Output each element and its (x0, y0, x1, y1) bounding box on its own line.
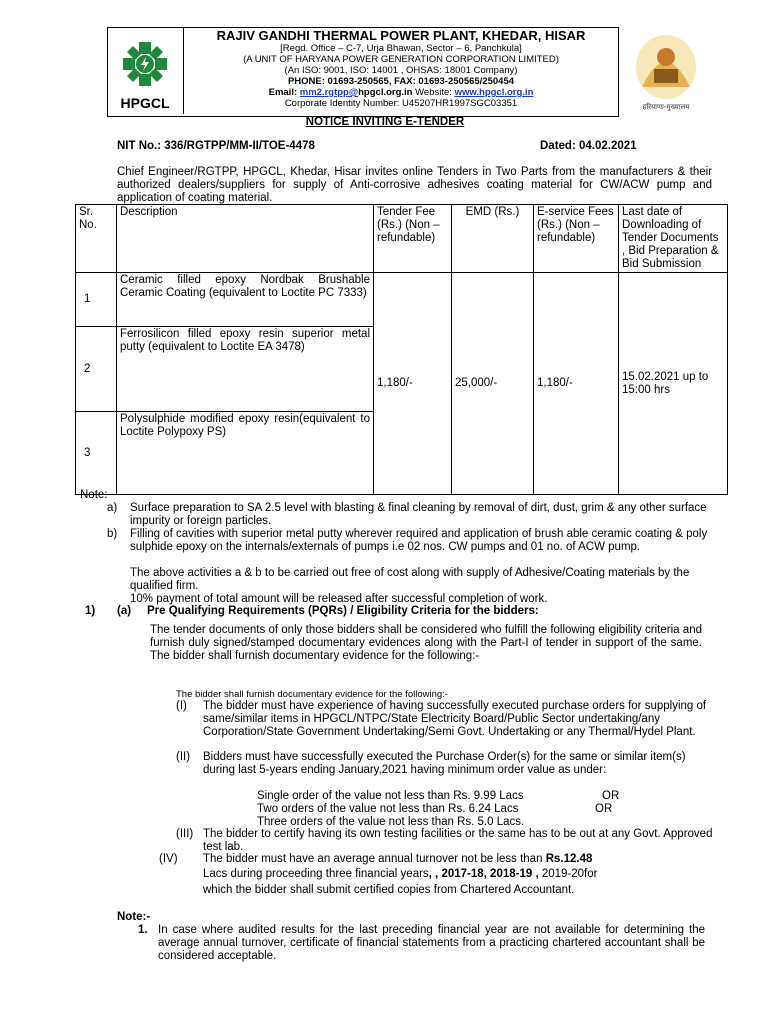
pqr-small-line: The bidder shall furnish documentary evidence for the following:- (176, 689, 448, 700)
pqr-ii-label: (II) (176, 751, 191, 763)
email-label: Email: (268, 87, 298, 98)
unit-of: (A UNIT OF HARYANA POWER GENERATION CORPORATION LIMITED) (243, 54, 559, 65)
email-line (185, 87, 617, 98)
pqr-ii-a-or: OR (602, 790, 620, 802)
row-sr: 1 (76, 273, 117, 327)
pqr-sub: (a) (117, 605, 132, 617)
email-link[interactable]: mm2.rgtpp@ (299, 87, 359, 98)
col-description: Description (117, 205, 374, 273)
phone-fax: PHONE: 01693-250565, FAX: 01693-250565/250454 (287, 76, 515, 87)
note-a-label: a) (107, 502, 118, 514)
pqr-i-label: (I) (176, 700, 187, 712)
note-a: Surface preparation to SA 2.5 level with blasting & final cleaning by removal of dirt, dust, grim & any other surface impurity or foreign particles. (130, 502, 707, 527)
haryana-emblem (620, 27, 712, 115)
header-text (185, 28, 617, 109)
col-tender-fee: Tender Fee (Rs.) (Non – refundable) (374, 205, 452, 273)
note2-label: Note:- (117, 911, 151, 923)
tender-table (75, 204, 728, 495)
row-description: Polysulphide modified epoxy resin(equivalent to Loctite Polypoxy PS) (117, 412, 374, 495)
hpgcl-logo (108, 28, 184, 114)
pqr-iv-amount: Rs.12.48 (545, 853, 593, 865)
col-eservice-fee: E-service Fees (Rs.) (Non – refundable) (534, 205, 619, 273)
pqr-i: The bidder must have experience of having successfully executed purchase orders for supplying of same/similar items in HPGCL/NTPC/State Electricity Board/Public Sector undertaking/any Corporation/State Government Undertaking/Semi Govt. Undertaking or any Thermal/Hydel Plant. (203, 700, 707, 738)
pqr-ii-b-or: OR (595, 803, 613, 815)
pqr-iv-line2: Lacs during proceeding three financial years, , 2017-18, 2018-19 , 2019-20for (203, 868, 598, 880)
note-c: The above activities a & b to be carried out free of cost along with supply of Adhesive/Coating materials by the qualified firm. (130, 567, 690, 592)
email-domain: hpgcl.org.in (358, 87, 413, 98)
note-b-label: b) (107, 528, 118, 540)
col-sr: Sr. No. (76, 205, 117, 273)
pqr-ii: Bidders must have successfully executed the Purchase Order(s) for the same or similar item(s) during last 5-years ending January,2021 having minimum order value as under: (203, 751, 686, 776)
row-description: Ceramic filled epoxy Nordbak Brushable Ceramic Coating (equivalent to Loctite PC 7333) (117, 273, 374, 327)
row-sr: 2 (76, 327, 117, 412)
cin-line: Corporate Identity Number: U45207HR1997SGC03351 (284, 98, 518, 109)
cell-tender-fee: 1,180/- (374, 273, 452, 495)
note-d: 10% payment of total amount will be released after successful completion of work. (130, 593, 548, 605)
emblem-caption: हरियाणा-मुख्यालय (642, 103, 690, 111)
cell-emd: 25,000/- (452, 273, 534, 495)
col-last-date: Last date of Downloading of Tender Documents , Bid Preparation & Bid Submission (619, 205, 728, 273)
note2-1: In case where audited results for the last preceding financial year are not available for determining the average annual turnover, certificate of financial statements from a practicing chartered accountant shall be considered acceptable. (158, 924, 705, 962)
notice-title: NOTICE INVITING E-TENDER (305, 116, 465, 128)
haryana-emblem-icon (620, 27, 712, 115)
note-b: Filling of cavities with superior metal putty wherever required and application of brush able ceramic coating & poly sulphide epoxy on the internals/externals of pumps i.e 02 nos. CW pumps and 01 no. of ACW pump. (130, 528, 708, 553)
col-emd: EMD (Rs.) (452, 205, 534, 273)
hpgcl-logo-icon (108, 28, 183, 114)
website-label: Website: (415, 87, 452, 98)
pqr-paragraph: The tender documents of only those bidders shall be considered who fulfill the following eligibility criteria and furnish duly signed/stamped documentary evidences along with the Part-I of tender in support of the same. The bidder shall furnish documentary evidence for the following:- (150, 624, 702, 662)
pqr-iii: The bidder to certify having its own testing facilities or the same has to be out at any Govt. Approved test lab. (203, 828, 713, 853)
table-row (76, 273, 728, 327)
cell-eservice-fee: 1,180/- (534, 273, 619, 495)
pqr-number: 1) (85, 605, 96, 617)
website-link[interactable]: www.hpgcl.org.in (454, 87, 534, 98)
table-header-row (76, 205, 728, 273)
org-name: RAJIV GANDHI THERMAL POWER PLANT, KHEDAR, HISAR (216, 28, 586, 43)
pqr-iv-label: (IV) (159, 853, 178, 865)
pqr-ii-b: Two orders of the value not less than Rs. 6.24 Lacs (257, 803, 519, 815)
iso-line: (An ISO: 9001, ISO: 14001 , OHSAS: 18001 Company) (284, 65, 518, 76)
pqr-heading: Pre Qualifying Requirements (PQRs) / Eligibility Criteria for the bidders: (147, 605, 539, 617)
note2-1-label: 1. (138, 924, 148, 936)
pqr-iv-years: , , 2017-18, 2018-19 , (428, 868, 539, 880)
nit-number: NIT No.: 336/RGTPP/MM-II/TOE-4478 (117, 140, 315, 152)
pqr-ii-a: Single order of the value not less than Rs. 9.99 Lacs (257, 790, 524, 802)
regd-office: [Regd. Office – C-7, Urja Bhawan, Sector – 6, Panchkula] (280, 43, 522, 54)
pqr-iii-label: (III) (176, 828, 194, 840)
row-description: Ferrosilicon filled epoxy resin superior metal putty (equivalent to Loctite EA 3478) (117, 327, 374, 412)
logo-text: HPGCL (120, 95, 170, 111)
row-sr: 3 (76, 412, 117, 495)
nit-date: Dated: 04.02.2021 (540, 140, 637, 152)
cell-last-date: 15.02.2021 up to 15:00 hrs (619, 273, 728, 495)
pqr-ii-c: Three orders of the value not less than Rs. 5.0 Lacs. (257, 816, 525, 828)
intro-paragraph: Chief Engineer/RGTPP, HPGCL, Khedar, Hisar invites online Tenders in Two Parts from the manufacturers & their authorized dealers/suppliers for supply of Anti-corrosive adhesives coating material for CW/ACW pump and application of coating material. (117, 166, 712, 204)
note-label: Note: (80, 489, 108, 501)
pqr-iv-line3: which the bidder shall submit certified copies from Chartered Accountant. (203, 884, 575, 896)
pqr-iv-line1: The bidder must have an average annual turnover not be less than Rs.12.48 (203, 853, 593, 865)
